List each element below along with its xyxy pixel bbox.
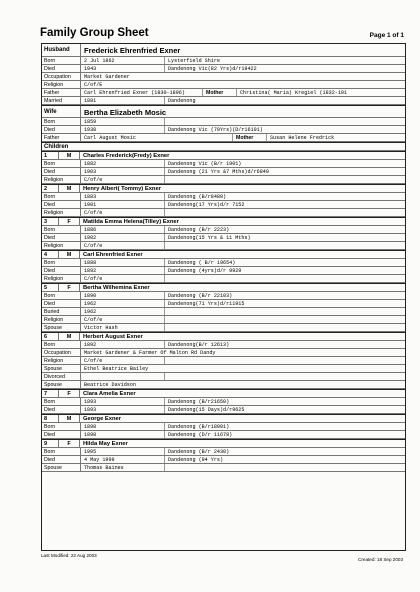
husband-occupation: Market Gardener <box>84 74 130 80</box>
detail-date: 1905 <box>81 448 165 455</box>
detail-place: Dandenong(17 Yrs)d/r 7152 <box>168 202 245 208</box>
row-label: Died <box>42 406 81 413</box>
child-detail-row <box>42 300 405 308</box>
row-label: Religion <box>42 357 81 364</box>
row-label: Born <box>42 57 81 64</box>
detail-value: Market Gardener & Farmer Of Malton Rd Dandy <box>84 350 216 356</box>
detail-place <box>165 464 405 471</box>
row-label: Died <box>42 456 81 463</box>
detail-date: 1890 <box>81 292 165 299</box>
child-name: Bertha Wilhemina Exner <box>83 285 150 291</box>
child-detail-row <box>42 259 405 267</box>
detail-place: Dandenong (21 Yrs &7 Mths)d/r6849 <box>168 169 269 175</box>
row-label: Religion <box>42 209 81 216</box>
row-label: Married <box>42 97 81 104</box>
child-detail-row <box>42 365 405 373</box>
child-detail-row <box>42 406 405 414</box>
detail-place <box>165 324 405 331</box>
mother-label: Mother <box>203 89 237 96</box>
row-label: Born <box>42 398 81 405</box>
child-sex: M <box>59 251 80 258</box>
child-sex: M <box>59 152 80 159</box>
detail-date: 1901 <box>81 201 165 208</box>
wife-born-date: 1859 <box>81 118 165 125</box>
wife-born-row <box>42 118 405 126</box>
husband-died-row <box>42 65 405 73</box>
child-number: 1 <box>42 152 59 159</box>
child-header <box>42 250 405 259</box>
detail-date: 1898 <box>81 431 165 438</box>
row-label: Religion <box>42 81 81 88</box>
detail-place: Dandenong (B/r 2430) <box>168 449 230 455</box>
blank-area <box>42 472 405 550</box>
children-list <box>42 151 405 550</box>
row-label: Father <box>42 134 81 141</box>
row-label: Born <box>42 226 81 233</box>
child-name: Hilda May Exner <box>83 441 128 447</box>
child-number: 3 <box>42 218 59 225</box>
row-label: Divorced <box>42 373 81 380</box>
row-label: Buried <box>42 308 81 315</box>
child-detail-row <box>42 423 405 431</box>
detail-place: Dandenong (B/r18901) <box>168 424 230 430</box>
child-header <box>42 389 405 398</box>
husband-born-date: 2 Jul 1862 <box>81 57 165 64</box>
wife-header <box>42 105 405 118</box>
page-title: Family Group Sheet <box>40 27 149 39</box>
child-name: Charles Frederick(Fredy) Exner <box>83 153 170 159</box>
row-label: Died <box>42 201 81 208</box>
child-sex: F <box>59 284 80 291</box>
child-detail-row <box>42 448 405 456</box>
married-row <box>42 97 405 105</box>
child-sex: M <box>59 185 80 192</box>
child-name: Carl Ehrenfried Exner <box>83 252 143 258</box>
row-label: Died <box>42 168 81 175</box>
detail-place <box>165 316 405 323</box>
detail-place: Dandenong ( B/r 19654) <box>168 260 236 266</box>
child-header <box>42 414 405 423</box>
child-detail-row <box>42 341 405 349</box>
wife-died-date: 1938 <box>81 126 165 133</box>
detail-date: 1892 <box>81 341 165 348</box>
row-label: Died <box>42 267 81 274</box>
detail-place <box>165 308 405 315</box>
row-label: Occupation <box>42 349 81 356</box>
child-header <box>42 283 405 292</box>
child-sex: M <box>59 415 80 422</box>
detail-date: 1898 <box>81 423 165 430</box>
row-label: Occupation <box>42 73 81 80</box>
husband-parents-row <box>42 89 405 97</box>
detail-date: 1883 <box>81 193 165 200</box>
child-detail-row <box>42 226 405 234</box>
row-label: Born <box>42 292 81 299</box>
child-name: Matilda Emma Helena(Tilley) Exner <box>83 219 179 225</box>
detail-place: Dandenong (B/r 22103) <box>168 293 233 299</box>
row-label: Born <box>42 118 81 125</box>
row-label: Born <box>42 160 81 167</box>
detail-place: Dandenong (B/r21650) <box>168 399 230 405</box>
detail-place <box>165 176 405 183</box>
detail-date: 1962 <box>81 300 165 307</box>
child-detail-row <box>42 267 405 275</box>
child-sex: F <box>59 440 80 447</box>
child-sex: F <box>59 390 80 397</box>
child-detail-row <box>42 357 405 365</box>
child-name: Herbert August Exner <box>83 334 143 340</box>
husband-religion: C/of/E <box>84 82 103 88</box>
husband-religion-row <box>42 81 405 89</box>
row-label: Born <box>42 193 81 200</box>
child-detail-row <box>42 316 405 324</box>
last-modified: Last Modified: 22 Aug 2003 <box>41 553 97 558</box>
detail-value: Beatrice Davidson <box>84 382 136 388</box>
detail-date: C/of/e <box>81 242 165 249</box>
row-label: Died <box>42 431 81 438</box>
husband-died-date: 1943 <box>81 65 165 72</box>
detail-place: Dandenong (4yrs)d/r 9929 <box>168 268 242 274</box>
child-sex: F <box>59 218 80 225</box>
child-detail-row <box>42 292 405 300</box>
husband-mother: Christina( Maria) Kregiel (1832-191 <box>240 90 347 96</box>
row-label: Religion <box>42 275 81 282</box>
detail-date: C/of/e <box>81 357 165 364</box>
child-detail-row <box>42 431 405 439</box>
family-group-table <box>41 43 406 551</box>
detail-date: 1903 <box>81 168 165 175</box>
detail-place: Dandenong Vic (B/r 1901) <box>168 161 242 167</box>
detail-place: Dandenong(15 Days)d/r9625 <box>168 407 245 413</box>
detail-place <box>165 373 405 380</box>
wife-died-place: Dandenong Vic (79Yrs)(D/r16101) <box>168 127 263 133</box>
detail-value: Ethel Beatrice Bailey <box>84 366 149 372</box>
detail-place: Dandenong (94 Yrs) <box>168 457 224 463</box>
husband-label: Husband <box>42 44 81 56</box>
child-header <box>42 151 405 160</box>
row-label: Born <box>42 448 81 455</box>
detail-date: 1893 <box>81 398 165 405</box>
detail-date: 1882 <box>81 160 165 167</box>
detail-date: 4 May 1999 <box>81 456 165 463</box>
child-number: 4 <box>42 251 59 258</box>
row-label: Born <box>42 259 81 266</box>
row-label: Born <box>42 341 81 348</box>
wife-name: Bertha Elizabeth Mosic <box>84 108 167 117</box>
child-number: 9 <box>42 440 59 447</box>
child-number: 7 <box>42 390 59 397</box>
husband-name: Frederick Ehrenfried Exner <box>84 46 181 55</box>
child-header <box>42 184 405 193</box>
row-label: Religion <box>42 316 81 323</box>
child-detail-row <box>42 168 405 176</box>
child-number: 6 <box>42 333 59 340</box>
husband-header <box>42 44 405 57</box>
child-name: George Exner <box>83 416 122 422</box>
detail-place <box>165 357 405 364</box>
row-label: Religion <box>42 176 81 183</box>
row-label: Spouse <box>42 464 81 471</box>
child-detail-row <box>42 160 405 168</box>
detail-date: C/of/e <box>81 209 165 216</box>
husband-born-place: Lysterfield Shire <box>168 58 220 64</box>
wife-born-place <box>165 118 405 125</box>
row-label: Died <box>42 126 81 133</box>
page-number: Page 1 of 1 <box>369 32 404 39</box>
detail-place <box>165 275 405 282</box>
child-header <box>42 217 405 226</box>
mother-label: Mother <box>233 134 267 141</box>
child-detail-row <box>42 398 405 406</box>
child-detail-row <box>42 193 405 201</box>
detail-date: 1886 <box>81 226 165 233</box>
husband-father: Carl Ehrenfried Exner (1830-1896) <box>81 89 203 96</box>
row-label: Died <box>42 234 81 241</box>
detail-place <box>165 242 405 249</box>
wife-father: Carl August Mosic <box>81 134 233 141</box>
detail-date: 1892 <box>81 267 165 274</box>
child-detail-row <box>42 242 405 250</box>
detail-date: 1902 <box>81 234 165 241</box>
wife-died-row <box>42 126 405 134</box>
row-label: Father <box>42 89 81 96</box>
detail-place: Dandenong(B/r 12613) <box>168 342 230 348</box>
child-header <box>42 332 405 341</box>
husband-died-place: Dandenong Vic(82 Yrs)d/r19422 <box>168 66 257 72</box>
child-detail-row <box>42 464 405 472</box>
row-label: Religion <box>42 242 81 249</box>
detail-place: Dandenong(71 Yrs)d/r11915 <box>168 301 245 307</box>
detail-place <box>165 209 405 216</box>
child-detail-row <box>42 373 405 381</box>
detail-date: 1962 <box>81 308 165 315</box>
row-label: Died <box>42 65 81 72</box>
detail-date: 1888 <box>81 259 165 266</box>
child-detail-row <box>42 234 405 242</box>
child-detail-row <box>42 456 405 464</box>
detail-date: C/of/e <box>81 176 165 183</box>
detail-place: Dandenong (B/r8480) <box>168 194 227 200</box>
child-number: 5 <box>42 284 59 291</box>
row-label: Spouse <box>42 324 81 331</box>
detail-date: 1893 <box>81 406 165 413</box>
child-number: 2 <box>42 185 59 192</box>
child-detail-row <box>42 308 405 316</box>
husband-occupation-row <box>42 73 405 81</box>
detail-date: Victor Hash <box>81 324 165 331</box>
child-name: Clara Amelia Exner <box>83 391 136 397</box>
children-label: Children <box>44 144 69 150</box>
wife-mother: Susan Helene Fredrick <box>270 135 335 141</box>
child-name: Henry Albert( Tommy) Exner <box>83 186 161 192</box>
wife-label: Wife <box>42 106 81 117</box>
detail-date: Thomas Baines <box>81 464 165 471</box>
child-detail-row <box>42 275 405 283</box>
row-label: Died <box>42 300 81 307</box>
child-number: 8 <box>42 415 59 422</box>
row-label: Born <box>42 423 81 430</box>
detail-date <box>81 373 165 380</box>
married-place: Dandenong <box>168 98 196 104</box>
wife-parents-row <box>42 134 405 142</box>
created-date: Created: 18 Sep 2003 <box>358 557 403 562</box>
detail-place: Dandenong(15 Yrs & 11 Mths) <box>168 235 251 241</box>
detail-date: C/of/e <box>81 275 165 282</box>
children-header <box>42 142 405 151</box>
child-detail-row <box>42 176 405 184</box>
detail-place: Dandenong (B/r 2223) <box>168 227 230 233</box>
row-label: Spouse <box>42 381 81 388</box>
child-detail-row <box>42 349 405 357</box>
detail-place: Dandenong (D/r 11678) <box>168 432 233 438</box>
child-header <box>42 439 405 448</box>
husband-born-row <box>42 57 405 65</box>
child-detail-row <box>42 324 405 332</box>
married-date: 1881 <box>81 97 165 104</box>
detail-date: C/of/e <box>81 316 165 323</box>
child-detail-row <box>42 209 405 217</box>
child-sex: M <box>59 333 80 340</box>
row-label: Spouse <box>42 365 81 372</box>
child-detail-row <box>42 381 405 389</box>
child-detail-row <box>42 201 405 209</box>
